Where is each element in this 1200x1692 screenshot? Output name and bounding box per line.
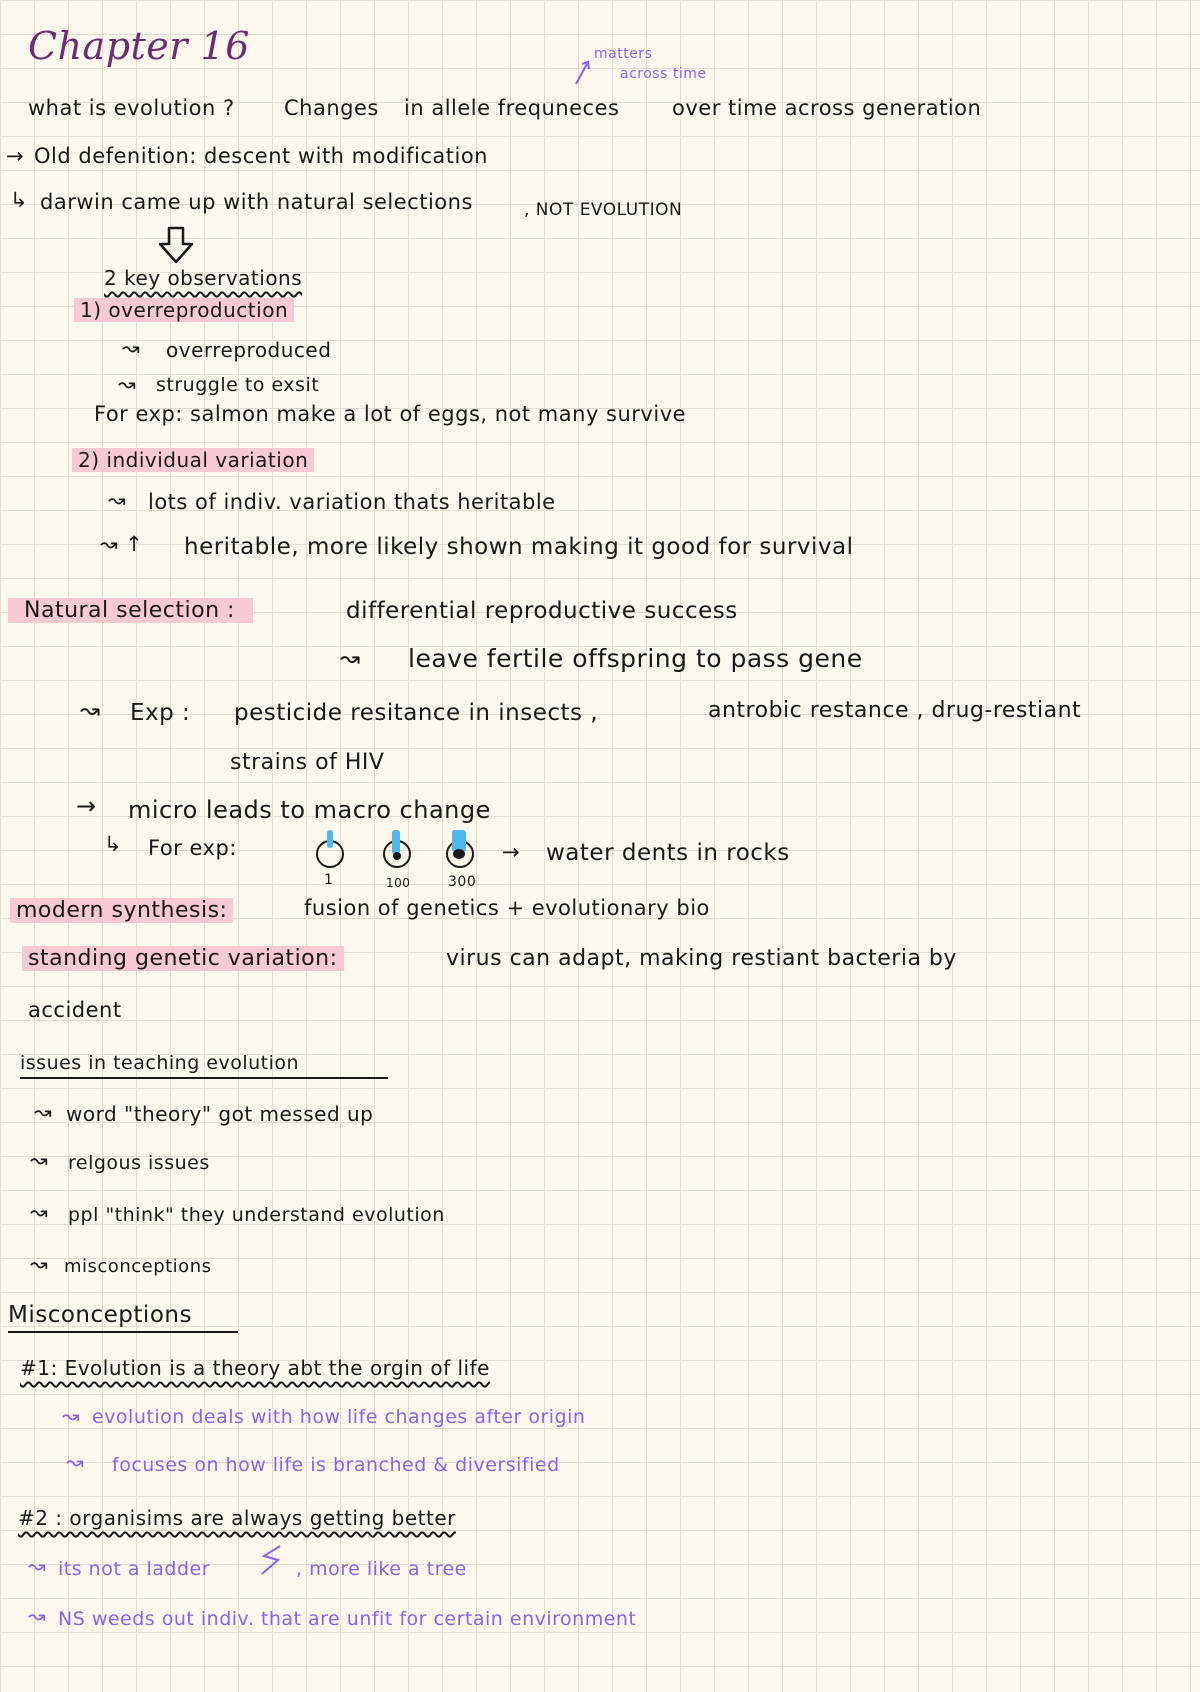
down-arrow-icon: [156, 226, 196, 266]
annotation-arrow-icon: [574, 58, 594, 88]
natural-selection-sub: leave fertile offspring to pass gene: [408, 644, 863, 673]
natural-selection-definition: differential reproductive success: [346, 598, 738, 624]
zigzag-icon: [258, 1544, 284, 1578]
issues-heading: issues in teaching evolution: [20, 1052, 388, 1079]
modern-synthesis-text: fusion of genetics + evolutionary bio: [304, 896, 710, 920]
obs1-heading: 1) overreproduction: [74, 298, 294, 322]
intro-over-time: over time across generation: [672, 96, 982, 120]
arrow-icon: →: [6, 144, 25, 168]
misconceptions-heading: Misconceptions: [8, 1302, 238, 1333]
misconception-2-c: NS weeds out indiv. that are unfit for certain environment: [58, 1608, 637, 1630]
arrow-icon: ↳: [104, 832, 123, 856]
arrow-icon: ↝: [118, 372, 137, 396]
obs2-heading: 2) individual variation: [72, 448, 314, 472]
arrow-icon: ↝: [66, 1450, 85, 1474]
darwin-line: darwin came up with natural selections: [40, 190, 473, 214]
micro-macro: micro leads to macro change: [128, 796, 491, 824]
arrow-icon: ↝: [30, 1148, 49, 1172]
water-drop-icon: [392, 830, 400, 854]
arrow-icon: ↝: [30, 1200, 49, 1224]
arrow-icon: ↝: [28, 1604, 47, 1628]
intro-question: what is evolution ?: [28, 96, 235, 120]
arrow-icon: ↝: [62, 1404, 81, 1428]
issue-think: ppl "think" they understand evolution: [68, 1204, 445, 1226]
example-hiv: strains of HIV: [230, 750, 385, 775]
water-drop-icon: [327, 830, 333, 848]
obs1-example: For exp: salmon make a lot of eggs, not many survive: [94, 402, 687, 426]
standing-variation-label: standing genetic variation:: [22, 946, 344, 971]
misconception-2-b: , more like a tree: [296, 1558, 467, 1580]
arrow-icon: →: [76, 792, 97, 820]
intro-allele: in allele frequneces: [404, 96, 620, 120]
example-pesticide: pesticide resitance in insects ,: [234, 700, 599, 726]
obs1-struggle: struggle to exsit: [156, 374, 320, 396]
annotation-matters: matters: [594, 46, 653, 62]
dent-dot: [453, 849, 465, 859]
for-exp-label: For exp:: [148, 836, 237, 860]
annotation-across-time: across time: [620, 66, 707, 82]
water-dents: water dents in rocks: [546, 840, 790, 866]
arrow-icon: ↝: [80, 696, 101, 724]
obs2-heritable: heritable, more likely shown making it good for survival: [184, 534, 854, 560]
not-evolution: , NOT EVOLUTION: [524, 200, 683, 220]
dent-dot: [393, 852, 401, 860]
arrow-icon: ↝: [108, 488, 127, 512]
example-antibiotic: antrobic restance , drug-restiant: [708, 698, 1082, 723]
page-title: Chapter 16: [28, 24, 250, 68]
circle-label-3: 300: [448, 874, 477, 890]
misconception-1-b: focuses on how life is branched & diversified: [112, 1454, 560, 1476]
standing-variation-text: virus can adapt, making restiant bacteria by: [446, 946, 957, 971]
issue-misconceptions: misconceptions: [64, 1256, 212, 1277]
arrow-icon: ↝: [34, 1100, 53, 1124]
arrow-icon: ↝ ↑: [100, 532, 144, 556]
issue-theory: word "theory" got messed up: [66, 1102, 374, 1126]
obs1-overreproduced: overreproduced: [166, 338, 332, 362]
obs2-lots: lots of indiv. variation thats heritable: [148, 490, 556, 514]
key-observations-heading: 2 key observations: [104, 266, 303, 290]
issue-religious: relgous issues: [68, 1152, 210, 1174]
misconception-2-a: its not a ladder: [58, 1558, 211, 1580]
misconception-1: #1: Evolution is a theory abt the orgin of life: [20, 1356, 490, 1380]
old-definition: Old defenition: descent with modification: [34, 144, 488, 168]
arrow-icon: ↝: [30, 1252, 49, 1276]
standing-variation-text-2: accident: [28, 998, 122, 1022]
arrow-icon: ↝: [28, 1554, 47, 1578]
circle-label-1: 1: [324, 872, 334, 888]
misconception-1-a: evolution deals with how life changes after origin: [92, 1406, 586, 1428]
misconception-2: #2 : organisims are always getting better: [18, 1506, 456, 1530]
circle-label-2: 100: [386, 876, 411, 890]
arrow-icon: →: [502, 840, 521, 864]
arrow-icon: ↝: [340, 644, 361, 672]
modern-synthesis-label: modern synthesis:: [10, 898, 233, 923]
intro-changes: Changes: [284, 96, 379, 120]
arrow-icon: ↝: [122, 336, 141, 360]
exp-label: Exp :: [130, 700, 191, 726]
arrow-icon: ↳: [10, 188, 29, 212]
natural-selection-label: Natural selection :: [8, 598, 253, 623]
